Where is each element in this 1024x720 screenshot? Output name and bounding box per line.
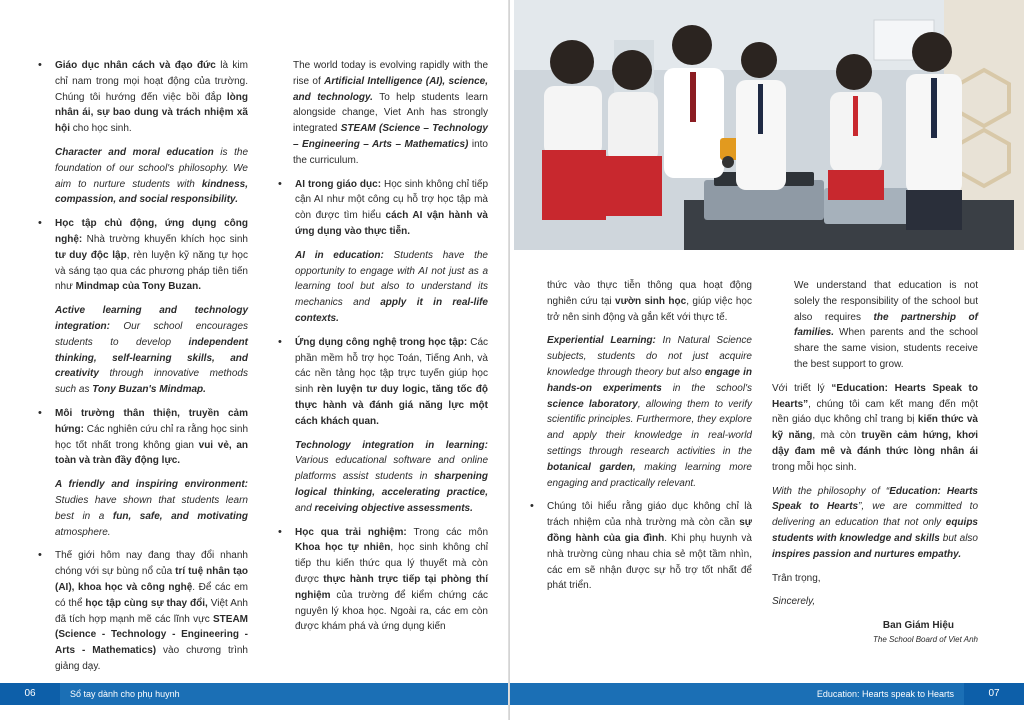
paragraph-en: A friendly and inspiring environment: Studies have shown that students learn best in a fun, safe, and motivating atmosphere.: [55, 479, 248, 538]
closing-vi: Trân trọng,: [772, 572, 821, 584]
philosophy-en: With the philosophy of “Education: Hearts Speak to Hearts”, we are committed to delivering an education that not only equips students with knowledge and skills but also inspires passion and nurtures empathy.: [772, 485, 979, 560]
paragraph-en: We understand that education is not solely the responsibility of the school but also requires the partnership of families. When parents and the school share the same vision, students receive the best support to grow.: [794, 280, 978, 370]
footer-bar-left: [0, 683, 510, 705]
steam-intro-en: The world today is evolving rapidly with the rise of Artificial Intelligence (AI), science, and technology. To help students learn alongside change, Viet Anh has strongly integrated STEAM (Science – Technology – Engineering – Arts – Mathematics) into the curriculum.: [293, 60, 488, 166]
bullet-dot: •: [38, 406, 42, 419]
bullet-technology-learning: [276, 335, 488, 517]
paragraph-vi: Học qua trải nghiệm: Trong các môn Khoa học tự nhiên, học sinh không chỉ tiếp thu kiến thức qua lý thuyết mà còn được thực hành trực tiếp tại phòng thí nghiệm của trường để kiểm chứng các nguyên lý khoa học. Ngoài ra, các em còn được khám phá và ứng dụng kiến: [295, 526, 489, 633]
paragraph-vi-continued: thức vào thực tiễn thông qua hoạt động nghiên cứu tại vườn sinh học, giúp việc học trở nên sinh động và gắn kết với thực tế.: [547, 280, 752, 323]
left-column-2: [276, 58, 488, 643]
bullet-experiential-learning: [276, 525, 488, 636]
paragraph-vi: Thế giới hôm nay đang thay đổi nhanh chóng với sự bùng nổ của trí tuệ nhân tạo (AI), khoa học và công nghệ. Để các em có thể học tập cùng sự thay đổi, Việt Anh đã tích hợp mạnh mẽ các lĩnh vực STEAM (Science - Technology - Engineering - Arts - Mathematics) vào chương trình giảng dạy.: [55, 550, 248, 672]
paragraph-en: Active learning and technology integration: Our school encourages students to develop independent thinking, self-learning skills, and creativity through innovative methods such as Tony Buzan's Mindmap.: [55, 305, 248, 396]
page-number: 07: [964, 683, 1024, 705]
paragraph-vi: Môi trường thân thiện, truyền cảm hứng: Các nghiên cứu chỉ ra rằng học sinh học tốt nhất trong không gian vui vẻ, an toàn và tràn đầy động lực.: [55, 407, 248, 467]
page-number: 06: [0, 683, 60, 705]
bullet-dot: •: [278, 177, 282, 190]
closing-en: Sincerely,: [772, 596, 816, 608]
bullet-dot: •: [278, 335, 282, 348]
bullet-family-partnership: [528, 499, 752, 594]
signature-vi: Ban Giám Hiệu: [882, 620, 954, 632]
footer-title: Education: Hearts speak to Hearts: [816, 689, 954, 699]
left-page: [0, 0, 510, 720]
footer-bar-right: [510, 683, 1024, 705]
paragraph-en: Character and moral education is the foundation of our school's philosophy. We aim to nurture students with kindness, compassion, and social responsibility.: [55, 146, 249, 206]
bullet-dot: •: [38, 549, 42, 562]
bullet-dot: •: [38, 59, 42, 71]
footer-title: Sổ tay dành cho phụ huynh: [70, 689, 180, 699]
bullet-ai-education: [276, 177, 488, 327]
paragraph-vi: Ứng dụng công nghệ trong học tập: Các phần mềm hỗ trợ học Toán, Tiếng Anh, và các nền tảng học tập trực tuyến giúp học sinh rèn luyện tư duy logic, tăng tốc độ thực hành và đánh giá năng lực một cách khách quan.: [295, 336, 489, 427]
left-column-1: [36, 58, 248, 683]
right-page: [510, 0, 1024, 720]
paragraph-en: Technology integration in learning: Various educational software and online platforms assist students in sharpening logical thinking, accelerating practice, and receiving objective assessments.: [295, 439, 488, 514]
paragraph-vi: Học tập chủ động, ứng dụng công nghệ: Nhà trường khuyến khích học sinh tư duy độc lập, rèn luyện kỹ năng tự học và sáng tạo qua các phương pháp tiên tiến như Mindmap của Tony Buzan.: [55, 218, 248, 293]
bullet-friendly-environment: [36, 406, 248, 540]
paragraph-vi: AI trong giáo dục: Học sinh không chỉ tiếp cận AI như một công cụ hỗ trợ học tập mà còn được tìm hiểu cách AI vận hành và ứng dụng vào thực tiễn.: [295, 178, 489, 237]
philosophy-vi: Với triết lý “Education: Hearts Speak to Hearts”, chúng tôi cam kết mang đến một nền giáo dục không chỉ trang bị kiến thức và kỹ năng, mà còn truyền cảm hứng, khơi dậy đam mê và đánh thức lòng nhân ái trong mỗi học sinh.: [772, 382, 978, 473]
bullet-steam: [36, 548, 248, 674]
students-robotics-illustration: [514, 0, 1024, 250]
bullet-dot: •: [530, 500, 534, 513]
bullet-character-education: [36, 58, 248, 208]
paragraph-vi: Chúng tôi hiểu rằng giáo dục không chỉ là trách nhiệm của nhà trường mà còn cần sự đồng hành của gia đình. Khi phụ huynh và nhà trường cùng nhau chia sẻ một tầm nhìn, các em sẽ nhận được sự hỗ trợ tốt nhất để phát triển.: [547, 501, 752, 592]
bullet-active-learning: [36, 216, 248, 398]
paragraph-en: Experiential Learning: In Natural Science subjects, students do not just acquire knowledge through theory but also engage in hands-on experiments in the school's science laboratory, allowing them to verify scientific principles. Furthermore, they explore and apply their knowledge in real-world settings through research activities in the botanical garden, making learning more engaging and practically relevant.: [547, 335, 752, 489]
right-column-1: [528, 278, 752, 602]
paragraph-vi: Giáo dục nhân cách và đạo đức là kim chỉ nam trong mọi hoạt động của trường. Chúng tôi hướng đến việc bồi đắp lòng nhân ái, sự bao dung và trách nhiệm xã hội cho học sinh.: [55, 60, 248, 135]
classroom-photo: [514, 0, 1024, 250]
right-column-2: [772, 278, 978, 656]
paragraph-en: AI in education: Students have the opportunity to engage with AI not just as a learning tool but also to understand its mechanics and apply it in real-life contexts.: [295, 249, 488, 324]
signature-en: The School Board of Viet Anh: [873, 634, 978, 644]
bullet-dot: •: [278, 525, 282, 538]
bullet-dot: •: [38, 217, 42, 230]
